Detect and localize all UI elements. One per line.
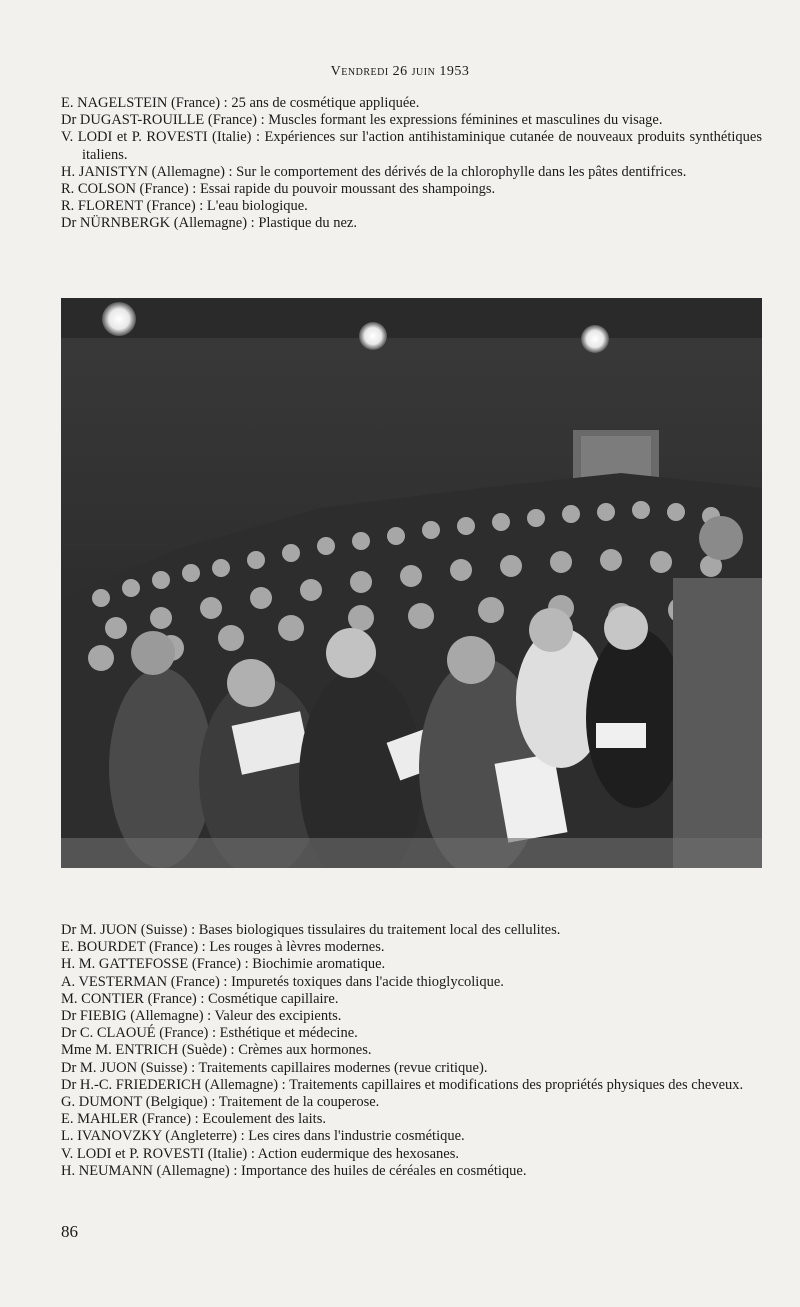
list-item: H. M. GATTEFOSSE (France) : Biochimie aromatique. [61, 956, 386, 973]
page-header: Vendredi 26 juin 1953 [330, 64, 470, 79]
ceiling-lamp [581, 325, 609, 353]
audience-photograph [61, 298, 762, 868]
lecture-list-bottom [61, 922, 762, 1180]
list-item: Dr H.-C. FRIEDERICH (Allemagne) : Traitements capillaires et modifications des propriétés physiques des cheveux. [61, 1076, 744, 1093]
list-item: Dr M. JUON (Suisse) : Bases biologiques tissulaires du traitement local des cellulites. [61, 922, 561, 938]
list-item: Mme M. ENTRICH (Suède) : Crèmes aux hormones. [61, 1042, 372, 1059]
list-item: Dr DUGAST-ROUILLE (France) : Muscles formant les expressions féminines et masculines du visage. [61, 112, 663, 129]
list-item: H. NEUMANN (Allemagne) : Importance des huiles de céréales en cosmétique. [61, 1162, 527, 1179]
ceiling-lamp [359, 322, 387, 350]
list-item: L. IVANOVZKY (Angleterre) : Les cires dans l'industrie cosmétique. [61, 1128, 465, 1145]
ceiling-lamp [102, 302, 136, 336]
list-item: A. VESTERMAN (France) : Impuretés toxiques dans l'acide thioglycolique. [61, 973, 504, 990]
list-item: R. FLORENT (France) : L'eau biologique. [61, 198, 308, 215]
list-item: G. DUMONT (Belgique) : Traitement de la couperose. [61, 1094, 380, 1111]
list-item: V. LODI et P. ROVESTI (Italie) : Expériences sur l'action antihistaminique cutanée de nouveaux produits synthétiques italiens. [61, 129, 762, 163]
list-item: E. NAGELSTEIN (France) : 25 ans de cosmétique appliquée. [61, 95, 420, 111]
list-item: M. CONTIER (France) : Cosmétique capillaire. [61, 990, 339, 1007]
list-item: Dr NÜRNBERGK (Allemagne) : Plastique du nez. [61, 215, 357, 232]
list-item: H. JANISTYN (Allemagne) : Sur le comportement des dérivés de la chlorophylle dans les pâtes dentifrices. [61, 163, 687, 180]
lecture-list-top [61, 95, 762, 233]
list-item: E. BOURDET (France) : Les rouges à lèvres modernes. [61, 939, 385, 956]
list-item: Dr M. JUON (Suisse) : Traitements capillaires modernes (revue critique). [61, 1059, 488, 1076]
list-item: E. MAHLER (France) : Ecoulement des laits. [61, 1111, 326, 1128]
list-item: Dr FIEBIG (Allemagne) : Valeur des excipients. [61, 1008, 342, 1025]
list-item: R. COLSON (France) : Essai rapide du pouvoir moussant des shampoings. [61, 181, 496, 198]
list-item: V. LODI et P. ROVESTI (Italie) : Action eudermique des hexosanes. [61, 1145, 459, 1162]
photo-illustration [61, 298, 762, 868]
page-number: 86 [61, 1222, 78, 1241]
list-item: Dr C. CLAOUÉ (France) : Esthétique et médecine. [61, 1025, 358, 1042]
